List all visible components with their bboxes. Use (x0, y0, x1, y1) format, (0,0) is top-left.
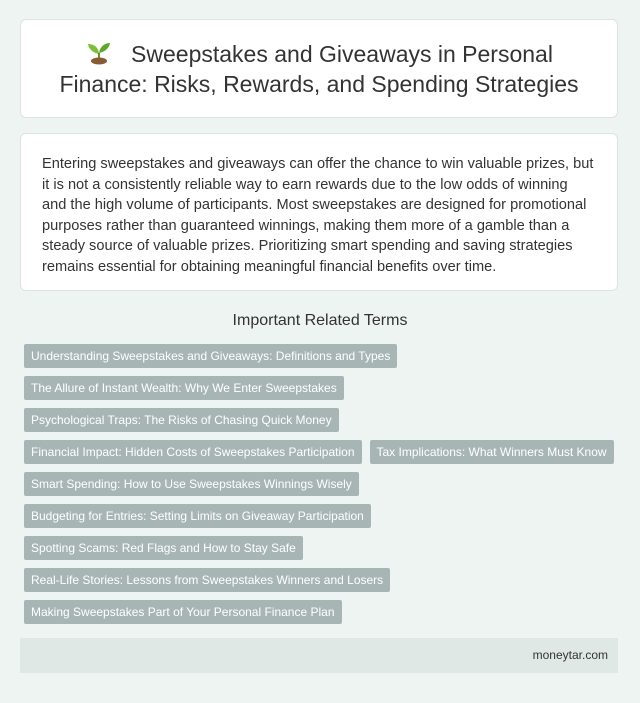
related-term-tag[interactable]: Financial Impact: Hidden Costs of Sweepstakes Participation (24, 440, 362, 464)
footer (20, 638, 618, 673)
related-term-tag[interactable]: Spotting Scams: Red Flags and How to Stay Safe (24, 536, 303, 560)
related-term-tag[interactable]: The Allure of Instant Wealth: Why We Enter Sweepstakes (24, 376, 344, 400)
related-term-tag[interactable]: Understanding Sweepstakes and Giveaways: Definitions and Types (24, 344, 397, 368)
page-title (49, 39, 589, 99)
related-term-tag[interactable]: Budgeting for Entries: Setting Limits on Giveaway Participation (24, 504, 371, 528)
footer-site-link[interactable]: moneytar.com (532, 648, 608, 662)
related-terms-list (24, 344, 624, 624)
title-card (20, 19, 618, 118)
page-title-text: Sweepstakes and Giveaways in Personal Finance: Risks, Rewards, and Spending Strategies (59, 40, 579, 97)
intro-paragraph: Entering sweepstakes and giveaways can offer the chance to win valuable prizes, but it is not a consistently reliable way to earn rewards due to the low odds of winning and the high volume of participants. Most sweepstakes are designed for promotional purposes rather than guaranteed winnings, making them more of a gamble than a steady source of valuable prizes. Prioritizing smart spending and saving strategies remains essential for obtaining meaningful financial benefits over time. (42, 156, 594, 275)
related-terms-heading: Important Related Terms (232, 312, 408, 329)
related-term-tag[interactable]: Psychological Traps: The Risks of Chasing Quick Money (24, 408, 339, 432)
sprout-icon (85, 41, 113, 65)
related-term-tag[interactable]: Tax Implications: What Winners Must Know (370, 440, 614, 464)
intro-card (20, 133, 618, 291)
related-term-tag[interactable]: Smart Spending: How to Use Sweepstakes Winnings Wisely (24, 472, 359, 496)
related-term-tag[interactable]: Real-Life Stories: Lessons from Sweepstakes Winners and Losers (24, 568, 390, 592)
related-term-tag[interactable]: Making Sweepstakes Part of Your Personal Finance Plan (24, 600, 342, 624)
